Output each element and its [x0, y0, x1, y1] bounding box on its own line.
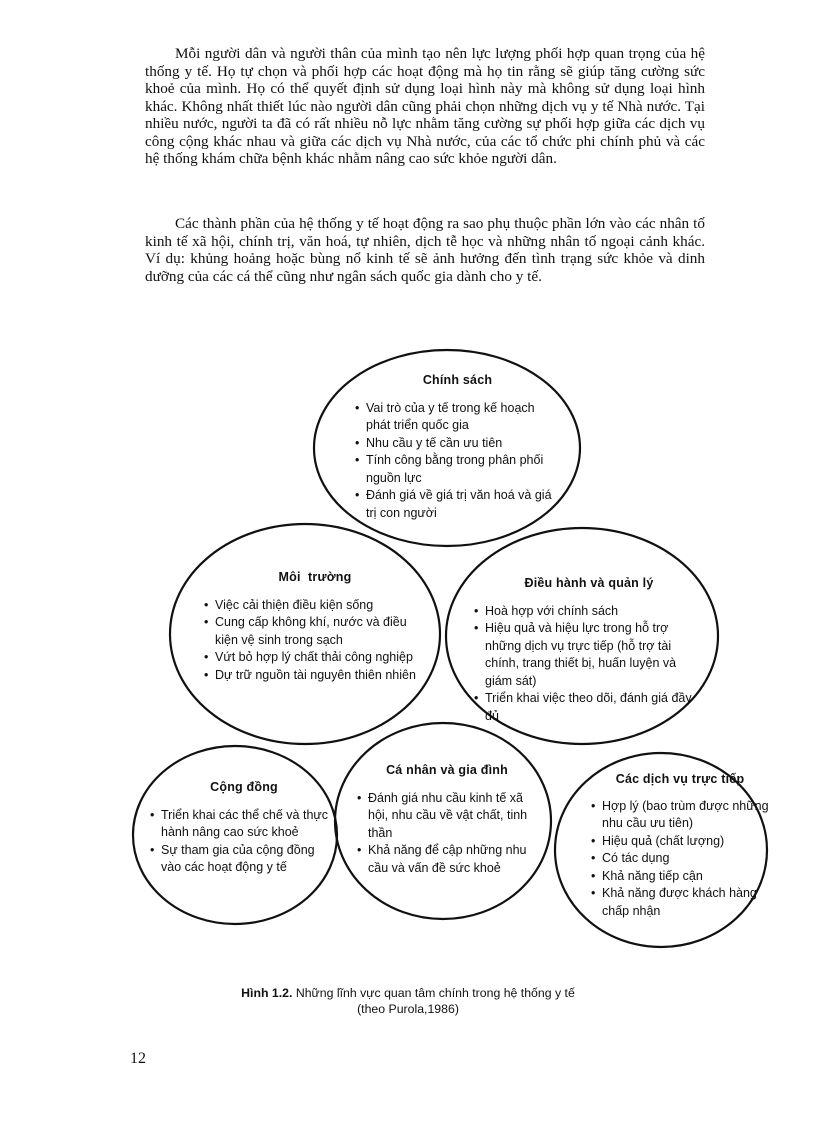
management-item: • Hiệu quả và hiệu lực trong hỗ trợ những dịch vụ trực tiếp (hỗ trợ tài chính, trang thiết bị, huấn luyện và giám sát) [474, 620, 704, 690]
policy-title: Chính sách [422, 373, 493, 387]
environment-item: • Cung cấp không khí, nước và điều kiện vệ sinh trong sạch [204, 614, 426, 649]
environment-block [204, 569, 426, 684]
policy-item: • Tính công bằng trong phân phối nguồn lực [355, 452, 560, 487]
community-item: • Sự tham gia của cộng đồng vào các hoạt động y tế [150, 842, 338, 877]
environment-title: Môi trường [278, 570, 352, 584]
caption-source: (theo Purola,1986) [357, 1002, 459, 1016]
policy-item: • Nhu cầu y tế cần ưu tiên [355, 435, 560, 453]
community-block [150, 779, 338, 877]
policy-block [355, 372, 560, 522]
community-item: • Triển khai các thể chế và thực hành nâng cao sức khoẻ [150, 807, 338, 842]
policy-item: • Vai trò của y tế trong kế hoạch phát triển quốc gia [355, 400, 560, 435]
management-item: • Triển khai việc theo dõi, đánh giá đầy đủ [474, 690, 704, 725]
services-item: • Khả năng được khách hàng chấp nhận [591, 885, 769, 920]
services-item: • Hiệu quả (chất lượng) [591, 833, 769, 851]
management-item: • Hoà hợp với chính sách [474, 603, 704, 621]
caption-label: Hình 1.2. [241, 986, 293, 1000]
management-title: Điều hành và quản lý [524, 576, 654, 590]
individual-item: • Đánh giá nhu cầu kinh tế xã hội, nhu cầu về vật chất, tinh thần [357, 790, 537, 843]
paragraph-1: Mỗi người dân và người thân của mình tạo nên lực lượng phối hợp quan trọng của hệ thống y tế. Họ tự chọn và phối hợp các hoạt động mà họ tin rằng sẽ giúp tăng cường sức khoẻ của mình. Họ có thể quyết định sử dụng loại hình này mà không sử dụng loại hình khác. Không nhất thiết lúc nào người dân cũng phải chọn những dịch vụ y tế Nhà nước. Tại nhiều nước, người ta đã có rất nhiều nỗ lực nhằm tăng cường sự phối hợp giữa các dịch vụ công cộng khác nhau và giữa các dịch vụ Nhà nước, của các tổ chức phi chính phủ và các hệ thống khám chữa bệnh khác nhằm nâng cao sức khỏe người dân. [145, 45, 705, 167]
individual-item: • Khả năng để cập những nhu cầu và vấn đề sức khoẻ [357, 842, 537, 877]
services-item: • Khả năng tiếp cận [591, 868, 769, 886]
policy-item: • Đánh giá về giá trị văn hoá và giá trị con người [355, 487, 560, 522]
individual-block [357, 762, 537, 877]
environment-item: • Dự trữ nguồn tài nguyên thiên nhiên [204, 667, 426, 685]
environment-item: • Việc cải thiện điều kiện sống [204, 597, 426, 615]
environment-item: • Vứt bỏ hợp lý chất thải công nghiệp [204, 649, 426, 667]
page-number: 12 [130, 1050, 146, 1067]
services-block [591, 771, 769, 920]
management-block [474, 575, 704, 725]
services-title: Các dịch vụ trực tiếp [615, 772, 745, 786]
figure-caption [150, 985, 666, 1017]
services-item: • Hợp lý (bao trùm được những nhu cầu ưu tiên) [591, 798, 769, 833]
paragraph-2: Các thành phần của hệ thống y tế hoạt động ra sao phụ thuộc phần lớn vào các nhân tố kinh tế xã hội, chính trị, văn hoá, tự nhiên, dịch tễ học và những nhân tố ngoại cảnh khác. Ví dụ: khủng hoảng hoặc bùng nổ kinh tế sẽ ảnh hưởng đến tình trạng sức khỏe và dinh dưỡng của các cá thể cũng như ngân sách quốc gia dành cho y tế. [145, 215, 705, 285]
community-title: Cộng đồng [210, 780, 278, 794]
caption-text: Những lĩnh vực quan tâm chính trong hệ thống y tế [292, 986, 575, 1000]
services-item: • Có tác dụng [591, 850, 769, 868]
individual-title: Cá nhân và gia đình [386, 763, 508, 777]
